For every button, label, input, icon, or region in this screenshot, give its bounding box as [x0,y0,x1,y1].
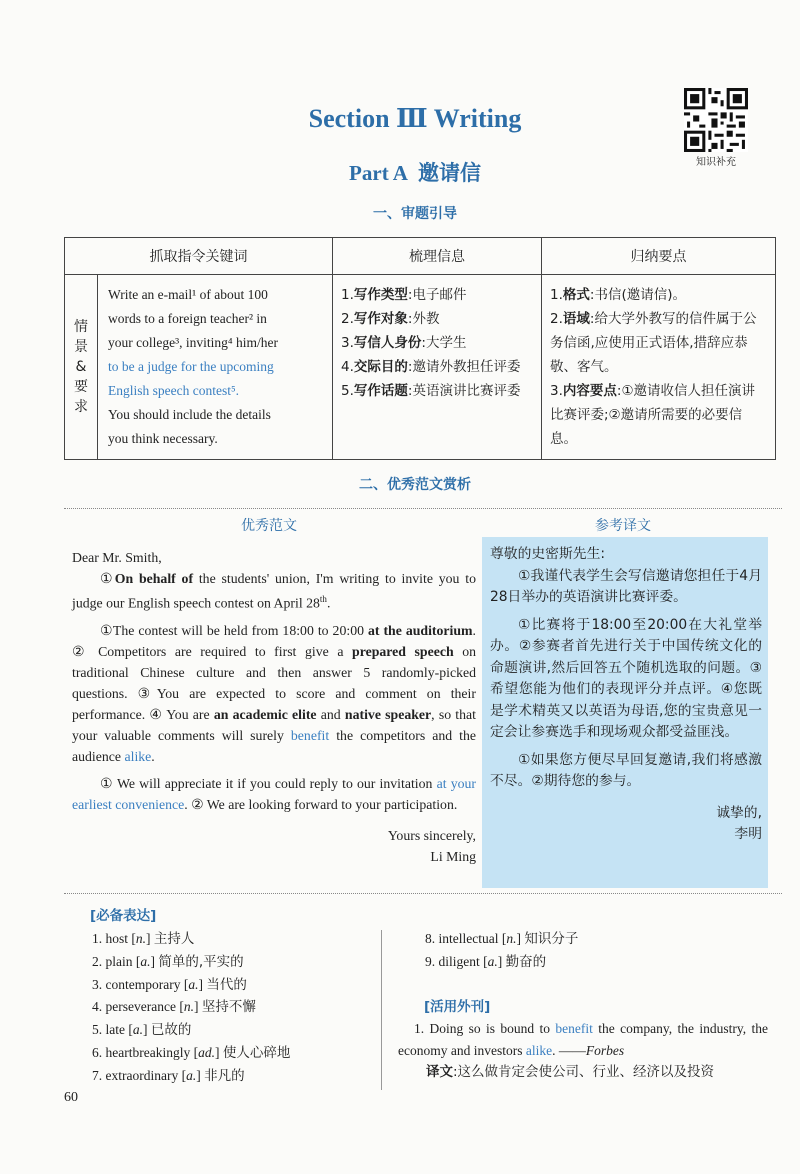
item-num: 8. [425,931,436,946]
vocab-meaning: 知识分子 [524,931,579,947]
item-value: ①邀请收信人担任演讲比赛评委;②邀请所需要的必要信息。 [550,383,756,447]
instruction-line: You should include the details [108,407,271,422]
side-label-char: 要 [74,379,88,395]
vocab-list-left [92,928,372,1088]
side-label-char: 情 [74,319,88,335]
source-name: Forbes [585,1042,625,1058]
vocab-word: plain [105,953,133,969]
part-topic: 邀请信 [417,161,481,185]
text-run: . [151,748,155,764]
translation-closing: 诚挚的, [716,804,762,821]
column-header: 梳理信息 [333,238,542,275]
info-item: 5.写作话题:英语演讲比赛评委 [341,383,521,399]
item-num: 1. [92,931,103,946]
translation-signature: 李明 [734,826,762,842]
side-label-char: 求 [74,399,88,415]
text-run: and [316,706,345,722]
column-header: 抓取指令关键词 [65,238,333,275]
vocab-word: intellectual [438,931,499,946]
item-value: 大学生 [425,335,467,351]
page-number: 60 [64,1090,78,1105]
vocab-word: late [105,1022,125,1038]
part-of-speech: n. [135,931,147,946]
text-run: . ② Competitors are required to first give a [72,622,476,659]
item-num: 5. [92,1022,103,1038]
item-value: 外教 [412,311,440,327]
translation [490,544,762,846]
key-phrase: an academic elite [213,706,317,722]
instruction-line: English speech contest⁵. [108,383,240,398]
list-item: 4. perseverance [n.] 坚持不懈 [92,999,256,1016]
instruction-line: Write an e-mail¹ of about 100 [108,287,268,302]
highlight-word: alike [124,748,152,764]
part-of-speech: a. [140,953,151,969]
key-phrase: On behalf of [114,571,194,586]
text-run: the company, the industry, the economy and investors [398,1021,768,1058]
vocab-word: host [105,931,129,946]
vocab-meaning: 当代的 [206,976,247,993]
item-num: 2. [92,953,103,969]
part-of-speech: a. [487,953,498,969]
translation-greeting: 尊敬的史密斯先生: [490,546,606,562]
item-value: 书信(邀请信)。 [594,287,686,303]
column-header: 归纳要点 [542,238,776,275]
part-of-speech: a. [186,1067,197,1083]
instruction-cell [98,275,333,460]
item-num: 3. [341,335,354,351]
list-item: 6. heartbreakingly [ad.] 使人心碎地 [92,1044,291,1061]
item-num: 2. [550,311,563,327]
part-label: Part A [349,161,408,185]
part-of-speech: ad. [198,1044,215,1060]
item-num: 9. [425,953,436,969]
list-item: 2. plain [a.] 简单的,平实的 [92,953,244,970]
vocab-meaning: 已故的 [150,1022,192,1039]
table-header-row [65,238,776,275]
qr-label: 知识补充 [696,157,736,168]
item-key: 写作类型 [353,287,408,303]
superscript: th [319,594,327,604]
vocab-heading: [必备表达] [90,908,157,924]
highlight-word: benefit [290,727,330,743]
item-value: 给大学外教写的信件属于公务信函,应使用正式语体,措辞应恭敬、客气。 [550,311,757,375]
item-value: 电子邮件 [412,287,467,303]
list-item: 7. extraordinary [a.] 非凡的 [92,1067,245,1084]
part-of-speech: n. [183,999,194,1015]
text-run: 1. Doing so is bound to [414,1021,556,1036]
item-num: 3. [550,383,563,399]
item-num: 1. [550,287,563,303]
vocab-word: extraordinary [105,1067,179,1083]
vocab-meaning: 勤奋的 [505,953,547,970]
list-item: 8. intellectual [n.] 知识分子 [425,931,579,947]
essay-paragraph [72,568,476,614]
side-label-char: & [75,359,87,375]
key-phrase: at the auditorium [367,622,473,638]
translation-label: 译文 [426,1063,453,1080]
text-run: on traditional Chinese culture and then answer 5 randomly-picked questions. ③You are expected to score and comment on their performance. ④ You are [72,643,477,722]
vocab-word: heartbreakingly [105,1044,191,1060]
item-key: 写作对象 [353,311,408,327]
point-item: 2.语域:给大学外教写的信件属于公务信函,应使用正式语体,措辞应恭敬、客气。 [550,311,757,375]
part-of-speech: a. [132,1022,143,1038]
highlight-word: benefit [555,1021,593,1036]
table-row [65,275,776,460]
vocab-word: contemporary [105,976,181,992]
info-cell [333,275,542,460]
item-num: 7. [92,1067,103,1083]
item-key: 交际目的 [353,359,408,375]
usage-example [398,1018,768,1083]
section2-heading: 二、优秀范文赏析 [359,477,471,493]
section-title: Section Ⅲ Writing [308,104,522,133]
essay-signature: Li Ming [430,848,476,864]
item-num: 4. [92,999,103,1015]
part-of-speech: a. [188,976,199,992]
list-item: 9. diligent [a.] 勤奋的 [425,953,547,970]
text-run: , so that your valuable comments will surely [72,706,476,743]
point-item: 1.格式:书信(邀请信)。 [550,287,686,303]
key-phrase: prepared speech [352,643,454,659]
info-item: 1.写作类型:电子邮件 [341,287,467,303]
key-phrase: native speaker [344,706,432,722]
vocab-list-right [425,928,765,974]
translation-text: :这么做肯定会使公司、行业、经济以及投资 [453,1063,715,1080]
translation-paragraph: ①如果您方便尽早回复邀请,我们将感激不尽。②期待您的参与。 [490,751,762,789]
essay-heading: 优秀范文 [241,518,297,534]
info-item: 2.写作对象:外教 [341,311,440,327]
item-num: 4. [341,359,354,375]
item-key: 写作话题 [353,383,408,399]
essay-greeting: Dear Mr. Smith, [72,550,162,565]
info-item: 3.写信人身份:大学生 [341,335,467,351]
translation-heading: 参考译文 [595,518,651,534]
dotted-divider [64,508,782,509]
vocab-meaning: 主持人 [153,931,195,947]
point-item: 3.内容要点:①邀请收信人担任演讲比赛评委;②邀请所需要的必要信息。 [550,383,756,447]
part-of-speech: n. [506,931,517,946]
side-label-char: 景 [74,339,88,355]
essay-paragraph [72,773,476,815]
item-num: 1. [341,287,354,303]
highlight-word: alike [525,1042,553,1058]
text-run: . ② We are looking forward to your participation. [184,796,458,812]
instruction-line: words to a foreign teacher² in [108,311,267,326]
instruction-line: you think necessary. [108,431,218,446]
text-run: the students' union, I'm writing to invite you to judge our English speech contest on April 28 [72,571,476,611]
dotted-divider [64,893,782,894]
usage-translation [398,1062,768,1084]
vocab-word: perseverance [105,999,176,1015]
item-num: 3. [92,976,103,992]
vocab-meaning: 使人心碎地 [222,1044,291,1061]
text-run: ① [100,571,115,586]
side-label [65,275,98,460]
instruction-line: to be a judge for the upcoming [108,359,274,374]
translation-paragraph: ①我谨代表学生会写信邀请您担任于4月28日举办的英语演讲比赛评委。 [490,567,762,605]
instruction-line: your college³, inviting⁴ him/her [108,335,278,350]
vocab-meaning: 简单的,平实的 [158,953,244,970]
analysis-table [64,237,776,460]
item-key: 语域 [562,311,590,327]
model-essay [72,547,476,867]
text-run: ① We will appreciate it if you could reply to our invitation [100,775,437,791]
item-num: 5. [341,383,354,399]
list-item: 3. contemporary [a.] 当代的 [92,976,247,993]
vocab-word: diligent [438,953,480,969]
item-key: 格式 [562,287,590,303]
translation-paragraph: ①比赛将于18:00至20:00在大礼堂举办。②参赛者首先进行关于中国传统文化的命题演讲,然后回答五个随机选取的问题。③希望您能为他们的表现评分并点评。④您既是学术精英又以英语为母语,您的宝贵意见一定会让参赛选手和现场观众都受益匪浅。 [490,616,762,740]
list-item: 5. late [a.] 已故的 [92,1022,192,1039]
item-value: 邀请外教担任评委 [412,359,521,375]
usage-heading: [活用外刊] [424,999,491,1015]
vocab-meaning: 坚持不懈 [201,999,256,1016]
vocab-meaning: 非凡的 [204,1067,245,1084]
text-run: ①The contest will be held from 18:00 to 20:00 [100,622,368,638]
points-cell [542,275,776,460]
column-divider [381,930,382,1090]
essay-paragraph [72,620,476,767]
list-item: 1. host [n.] 主持人 [92,931,195,947]
section1-heading: 一、审题引导 [373,206,457,222]
text-run: . —— [552,1042,586,1058]
essay-closing: Yours sincerely, [387,827,476,843]
item-num: 6. [92,1044,103,1060]
text-run: . [326,595,331,611]
item-num: 2. [341,311,354,327]
item-value: 英语演讲比赛评委 [412,383,521,399]
info-item: 4.交际目的:邀请外教担任评委 [341,359,521,375]
highlight-phrase: at your earliest convenience [72,775,476,812]
item-key: 写信人身份 [353,335,422,351]
qr-code-icon[interactable] [684,88,748,152]
text-run: the competitors and the audience [72,727,476,764]
item-key: 内容要点 [562,383,617,399]
